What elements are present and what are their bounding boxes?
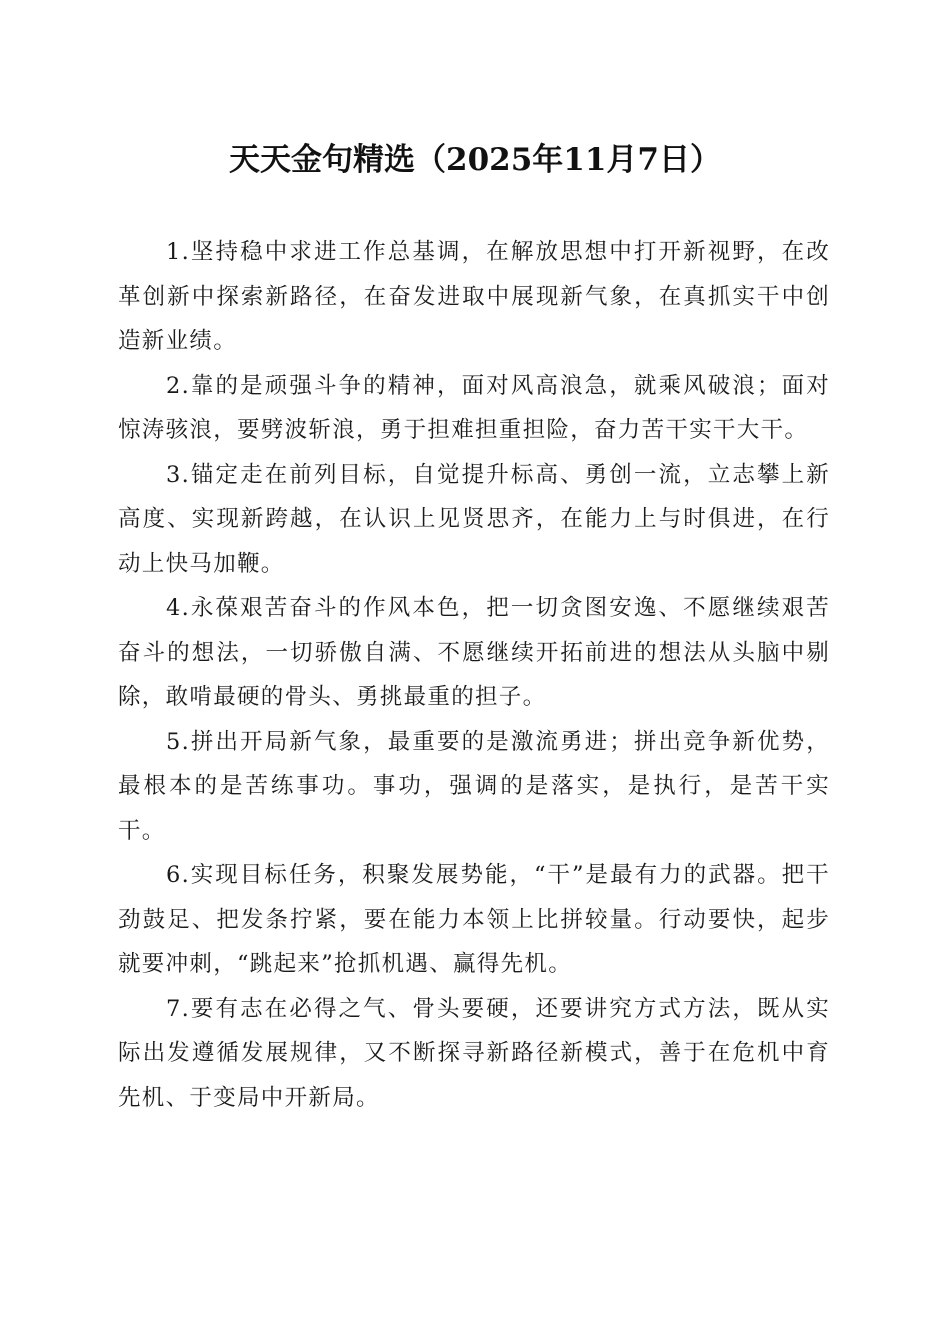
paragraph-7: 7.要有志在必得之气、骨头要硬，还要讲究方式方法，既从实际出发遵循发展规律，又不断探寻新路径新模式，善于在危机中育先机、于变局中开新局。 <box>118 995 830 1111</box>
paragraph-6: 6.实现目标任务，积聚发展势能，“干”是最有力的武器。把干劲鼓足、把发条拧紧，要在能力本领上比拼较量。行动要快，起步就要冲刺，“跳起来”抢抓机遇、赢得先机。 <box>118 862 830 977</box>
document-title: 天天金句精选（2025年11月7日） <box>229 142 721 178</box>
paragraph-4: 4.永葆艰苦奋斗的作风本色，把一切贪图安逸、不愿继续艰苦奋斗的想法，一切骄傲自满、不愿继续开拓前进的想法从头脑中剔除，敢啃最硬的骨头、勇挑最重的担子。 <box>118 595 830 710</box>
document-body <box>118 230 830 1120</box>
paragraph-1: 1.坚持稳中求进工作总基调，在解放思想中打开新视野，在改革创新中探索新路径，在奋发进取中展现新气象，在真抓实干中创造新业绩。 <box>118 239 830 354</box>
paragraph-5: 5.拼出开局新气象，最重要的是激流勇进；拼出竞争新优势，最根本的是苦练事功。事功，强调的是落实，是执行，是苦干实干。 <box>118 728 830 844</box>
paragraph-2: 2.靠的是顽强斗争的精神，面对风高浪急，就乘风破浪；面对惊涛骇浪，要劈波斩浪，勇于担难担重担险，奋力苦干实干大干。 <box>118 372 830 443</box>
paragraph-3: 3.锚定走在前列目标，自觉提升标高、勇创一流，立志攀上新高度、实现新跨越，在认识上见贤思齐，在能力上与时俱进，在行动上快马加鞭。 <box>118 461 830 577</box>
